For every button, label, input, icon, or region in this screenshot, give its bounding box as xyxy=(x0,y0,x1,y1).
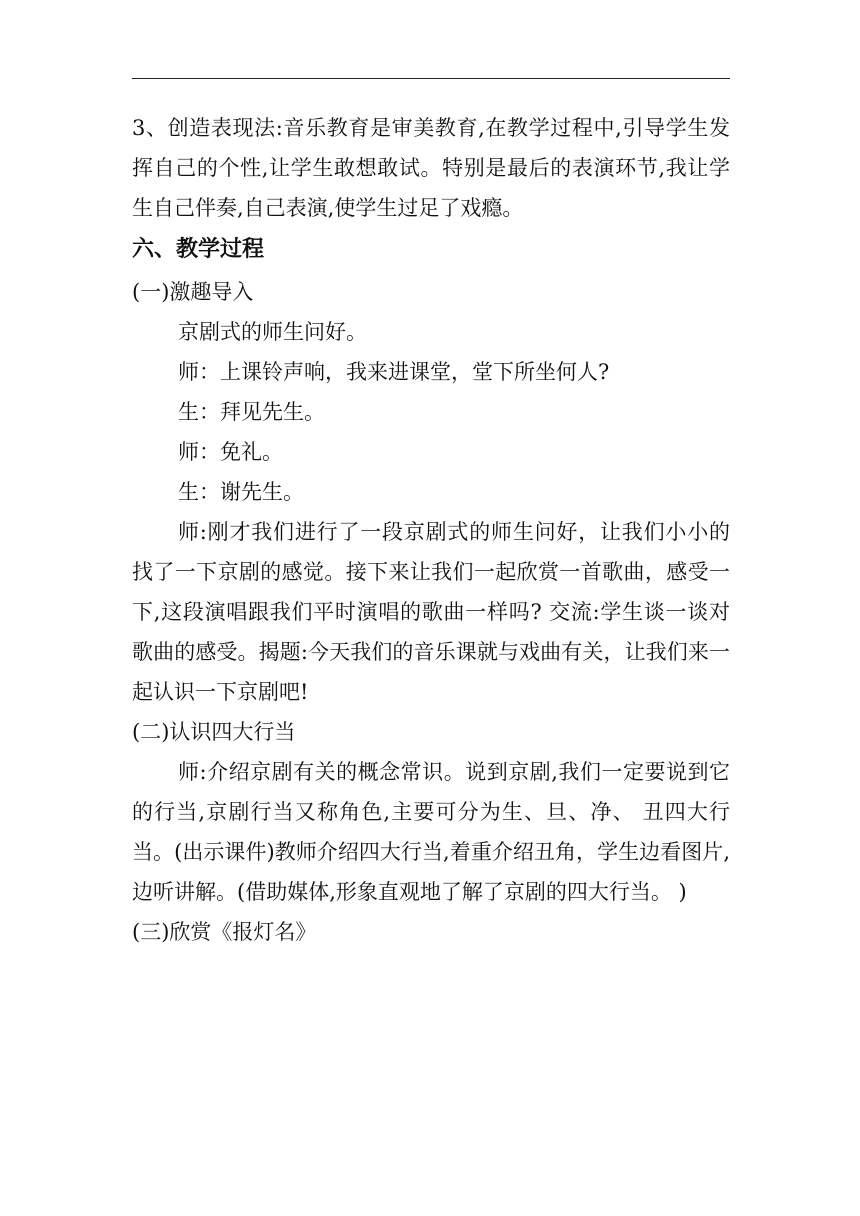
dialogue-line: 生：谢先生。 xyxy=(178,480,304,504)
dialogue-line: 京剧式的师生问好。 xyxy=(178,320,367,344)
subsection-heading-1: (一)激趣导入 xyxy=(132,280,254,304)
dialogue-line: 师：免礼。 xyxy=(178,440,283,464)
dialogue-line: 生：拜见先生。 xyxy=(178,400,325,424)
document-body xyxy=(132,108,730,952)
paragraph-method-3: 3、创造表现法:音乐教育是审美教育,在教学过程中,引导学生发挥自己的个性,让学生敢想敢试。特别是最后的表演环节,我让学生自己伴奏,自己表演,使学生过足了戏瘾。 xyxy=(132,116,730,220)
subsection-heading-3: (三)欣赏《报灯名》 xyxy=(132,920,317,944)
header-rule xyxy=(132,78,730,79)
paragraph-roles: 师:介绍京剧有关的概念常识。说到京剧,我们一定要说到它的行当,京剧行当又称角色,主要可分为生、旦、净、 丑四大行当。(出示课件)教师介绍四大行当,着重介绍丑角，学生边看图片,边听讲解。(借助媒体,形象直观地了解了京剧的四大行当。 ) xyxy=(132,760,730,904)
section-heading: 六、教学过程 xyxy=(132,237,265,262)
dialogue-line: 师：上课铃声响，我来进课堂，堂下所坐何人? xyxy=(178,360,610,384)
subsection-heading-2: (二)认识四大行当 xyxy=(132,720,296,744)
paragraph-intro: 师:刚才我们进行了一段京剧式的师生问好，让我们小小的找了一下京剧的感觉。接下来让我们一起欣赏一首歌曲，感受一下,这段演唱跟我们平时演唱的歌曲一样吗? 交流:学生谈一谈对歌曲的感受。揭题:今天我们的音乐课就与戏曲有关，让我们来一起认识一下京剧吧! xyxy=(132,520,730,704)
